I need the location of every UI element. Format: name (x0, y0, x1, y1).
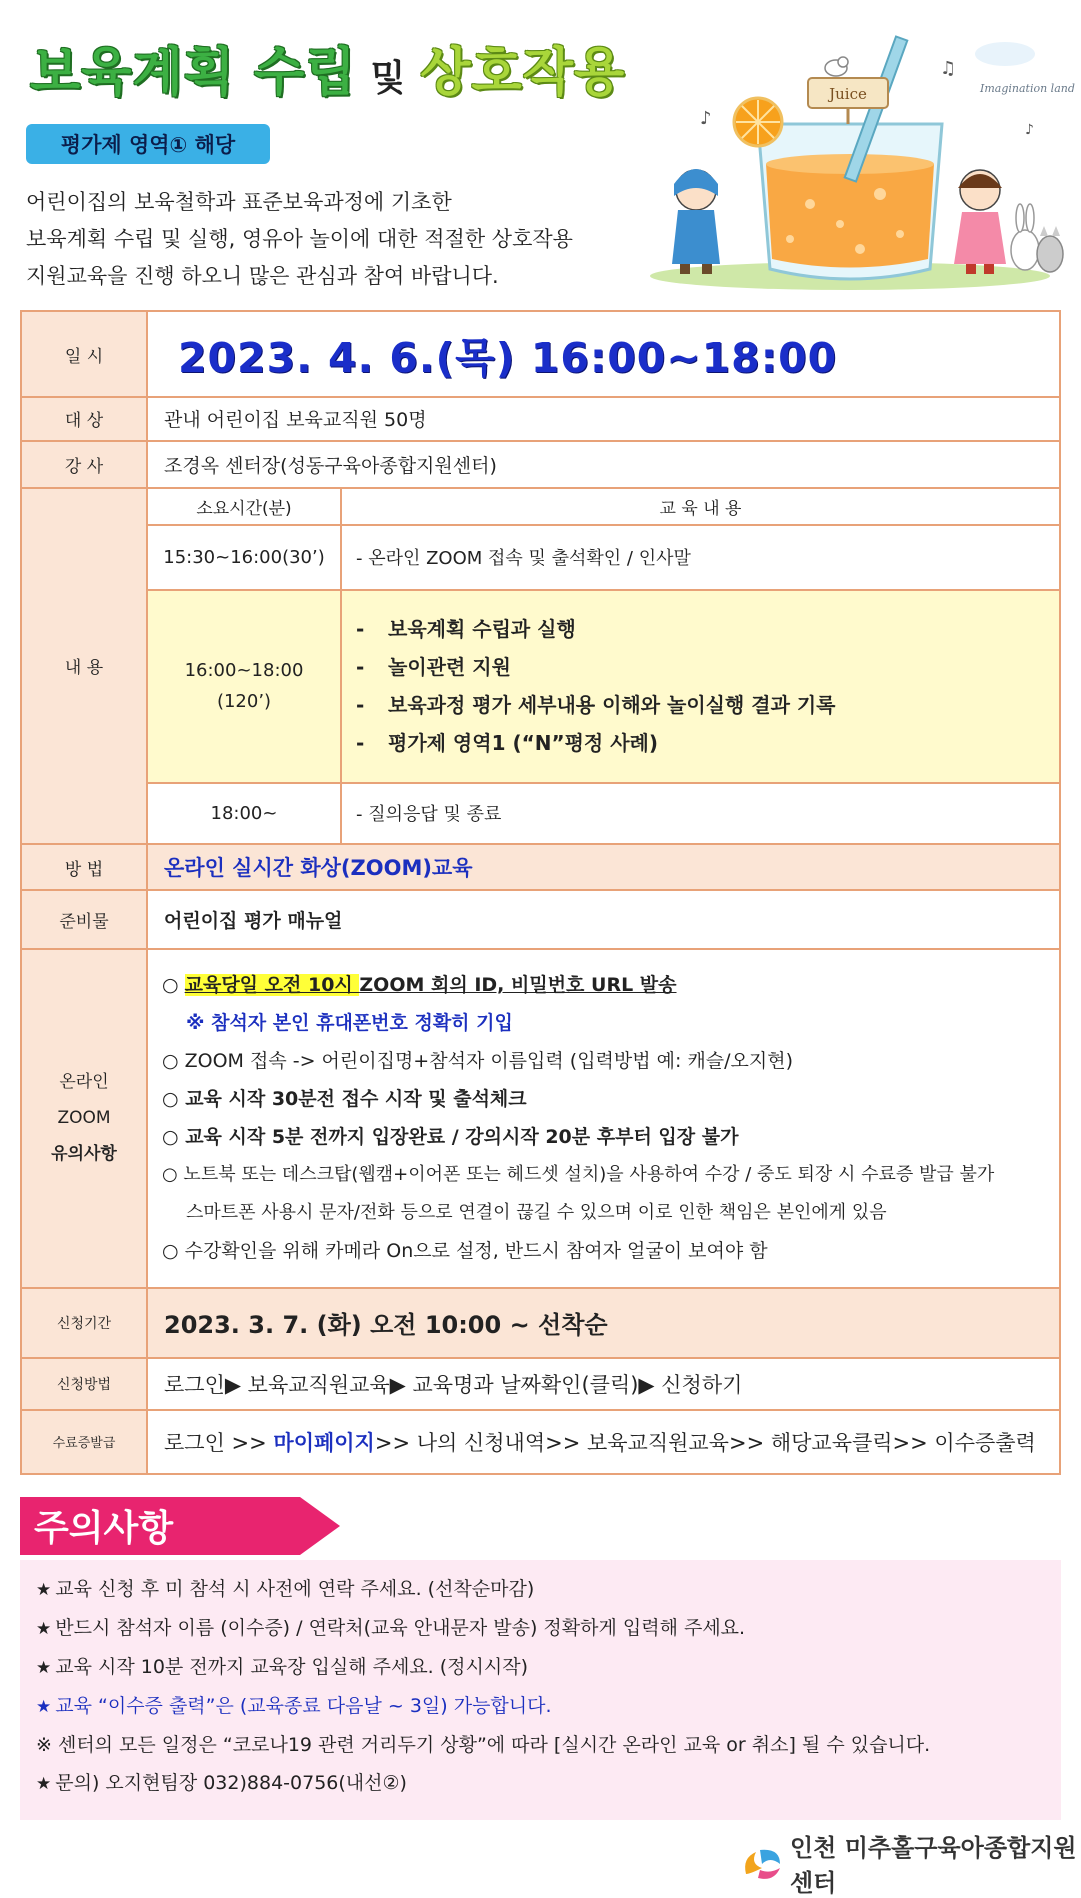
info-table (20, 310, 1061, 1475)
note-sub: ※ 참석자 본인 휴대폰번호 정확히 기입 (186, 1012, 513, 1035)
schedule-cell (147, 488, 1060, 844)
zoom-notes (147, 949, 1060, 1289)
center-logo-icon (740, 1844, 784, 1882)
notes-label-line: ZOOM (57, 1108, 111, 1129)
caution-item: ★ 교육 신청 후 미 참석 시 사전에 연락 주세요. (선착순마감) (36, 1578, 535, 1600)
cert-value: 로그인 >> 마이페이지>> 나의 신청내역>> 보육교직원교육>> 해당교육클릭>> 이수증출력 (147, 1410, 1060, 1474)
label-reg-period: 신청기간 (21, 1288, 147, 1358)
row-lecturer (21, 441, 1060, 488)
page-title (30, 30, 625, 105)
caution-item: ★ 교육 “이수증 출력”은 (교육종료 다음날 ~ 3일) 가능합니다. (36, 1695, 552, 1717)
footer (740, 1828, 1081, 1898)
star-icon: ★ (36, 1697, 52, 1717)
svg-text:Juice: Juice (829, 85, 867, 103)
caution-item: ★ 반드시 참석자 이름 (이수증) / 연락처(교육 안내문자 발송) 정확하게 입력해 주세요. (36, 1617, 746, 1639)
label-lecturer: 강 사 (21, 441, 147, 488)
topic-item: - 평가제 영역1 (“N”평정 사례) (356, 731, 658, 756)
label-method: 방 법 (21, 844, 147, 891)
intro-text (26, 184, 573, 295)
schedule-row (148, 525, 1059, 590)
row-datetime (21, 311, 1060, 397)
schedule-row-main (148, 590, 1059, 783)
intro-line: 어린이집의 보육철학과 표준보육과정에 기초한 (26, 190, 452, 214)
label-datetime: 일 시 (21, 311, 147, 397)
method-value: 온라인 실시간 화상(ZOOM)교육 (147, 844, 1060, 891)
svg-text:♫: ♫ (940, 58, 957, 79)
star-icon: ★ (36, 1658, 52, 1678)
schedule-content: - 질의응답 및 종료 (341, 783, 1059, 843)
title-conj: 및 (370, 58, 407, 99)
intro-line: 지원교육을 진행 하오니 많은 관심과 참여 바랍니다. (26, 264, 499, 288)
row-prep (21, 890, 1060, 948)
label-cert: 수료증발급 (21, 1410, 147, 1474)
title-sub: 상호작용 (420, 43, 626, 103)
note-item: ○ 교육 시작 30분전 접수 시작 및 출석체크 (162, 1088, 527, 1111)
notes-label-line: 온라인 (59, 1072, 109, 1093)
schedule-time-range: 16:00~18:00 (184, 660, 304, 682)
note-item: ○ ZOOM 접속 -> 어린이집명+참석자 이름입력 (입력방법 예: 캐슬/오지현) (162, 1050, 794, 1073)
note-item: ○ 노트북 또는 데스크탑(웹캠+이어폰 또는 헤드셋 설치)을 사용하여 수강 / 중도 퇴장 시 수료증 발급 불가 (162, 1164, 995, 1186)
reg-period-value: 2023. 3. 7. (화) 오전 10:00 ~ 선착순 (147, 1288, 1060, 1358)
caution-list (36, 1570, 930, 1803)
label-notes (21, 949, 147, 1289)
svg-text:♪: ♪ (1025, 122, 1034, 138)
row-method (21, 844, 1060, 891)
svg-text:♪: ♪ (700, 108, 712, 129)
label-target: 대 상 (21, 397, 147, 441)
schedule-time: 18:00~ (148, 783, 341, 843)
schedule-content: - 온라인 ZOOM 접속 및 출석확인 / 인사말 (341, 525, 1059, 590)
note-item: ○ 교육당일 오전 10시 ZOOM 회의 ID, 비밀번호 URL 발송 (162, 974, 677, 997)
schedule-time (148, 590, 341, 783)
caution-item: ※ 센터의 모든 일정은 “코로나19 관련 거리두기 상황”에 따라 [실시간 온라인 교육 or 취소] 될 수 있습니다. (36, 1734, 931, 1756)
row-content (21, 488, 1060, 844)
prep-value: 어린이집 평가 매뉴얼 (147, 890, 1060, 948)
evaluation-badge: 평가제 영역① 해당 (26, 124, 270, 164)
schedule-row (148, 783, 1059, 843)
label-content: 내 용 (21, 488, 147, 844)
topic-item: - 보육계획 수립과 실행 (356, 617, 576, 642)
caution-item: ★ 문의) 오지현팀장 032)884-0756(내선②) (36, 1772, 407, 1794)
caution-title: 주의사항 (34, 1508, 174, 1549)
star-icon: ★ (36, 1580, 52, 1600)
topic-item: - 보육과정 평가 세부내용 이해와 놀이실행 결과 기록 (356, 693, 836, 718)
schedule-head-content: 교 육 내 용 (341, 489, 1059, 526)
lecturer-value: 조경옥 센터장(성동구육아종합지원센터) (147, 441, 1060, 488)
schedule-time-duration: (120’) (216, 691, 272, 713)
note-sub: 스마트폰 사용시 문자/전화 등으로 연결이 끊길 수 있으며 이로 인한 책임은 본인에게 있음 (186, 1202, 887, 1224)
star-icon: ★ (36, 1774, 52, 1794)
topic-item: - 놀이관련 지원 (356, 655, 511, 680)
row-cert (21, 1410, 1060, 1474)
note-item: ○ 수강확인을 위해 카메라 On으로 설정, 반드시 참여자 얼굴이 보여야 함 (162, 1240, 768, 1263)
star-icon: ★ (36, 1619, 52, 1639)
row-target (21, 397, 1060, 441)
note-item: ○ 교육 시작 5분 전까지 입장완료 / 강의시작 20분 후부터 입장 불가 (162, 1126, 739, 1149)
row-notes (21, 949, 1060, 1289)
label-reg-method: 신청방법 (21, 1358, 147, 1410)
schedule-time: 15:30~16:00(30’) (148, 525, 341, 590)
label-prep: 준비물 (21, 890, 147, 948)
event-datetime: 2023. 4. 6.(목) 16:00~18:00 (147, 311, 1060, 397)
juice-illustration (640, 14, 1075, 300)
schedule-head-time: 소요시간(분) (148, 489, 341, 526)
center-name: 인천 미추홀구육아종합지원센터 (790, 1834, 1077, 1897)
schedule-header (148, 489, 1059, 526)
target-value: 관내 어린이집 보육교직원 50명 (147, 397, 1060, 441)
title-main: 보육계획 수립 (30, 43, 357, 103)
row-reg-period (21, 1288, 1060, 1358)
reg-method-value: 로그인▶ 보육교직원교육▶ 교육명과 날짜확인(클릭)▶ 신청하기 (147, 1358, 1060, 1410)
schedule-topics (341, 590, 1059, 783)
row-reg-method (21, 1358, 1060, 1410)
caution-item: ★ 교육 시작 10분 전까지 교육장 입실해 주세요. (정시시작) (36, 1656, 529, 1678)
svg-text:Imagination land: Imagination land (980, 82, 1075, 95)
schedule-table (148, 489, 1059, 843)
intro-line: 보육계획 수립 및 실행, 영유아 놀이에 대한 적절한 상호작용 (26, 227, 573, 251)
mypage-link[interactable]: 마이페이지 (273, 1430, 375, 1455)
notes-label-line: 유의사항 (51, 1144, 117, 1165)
